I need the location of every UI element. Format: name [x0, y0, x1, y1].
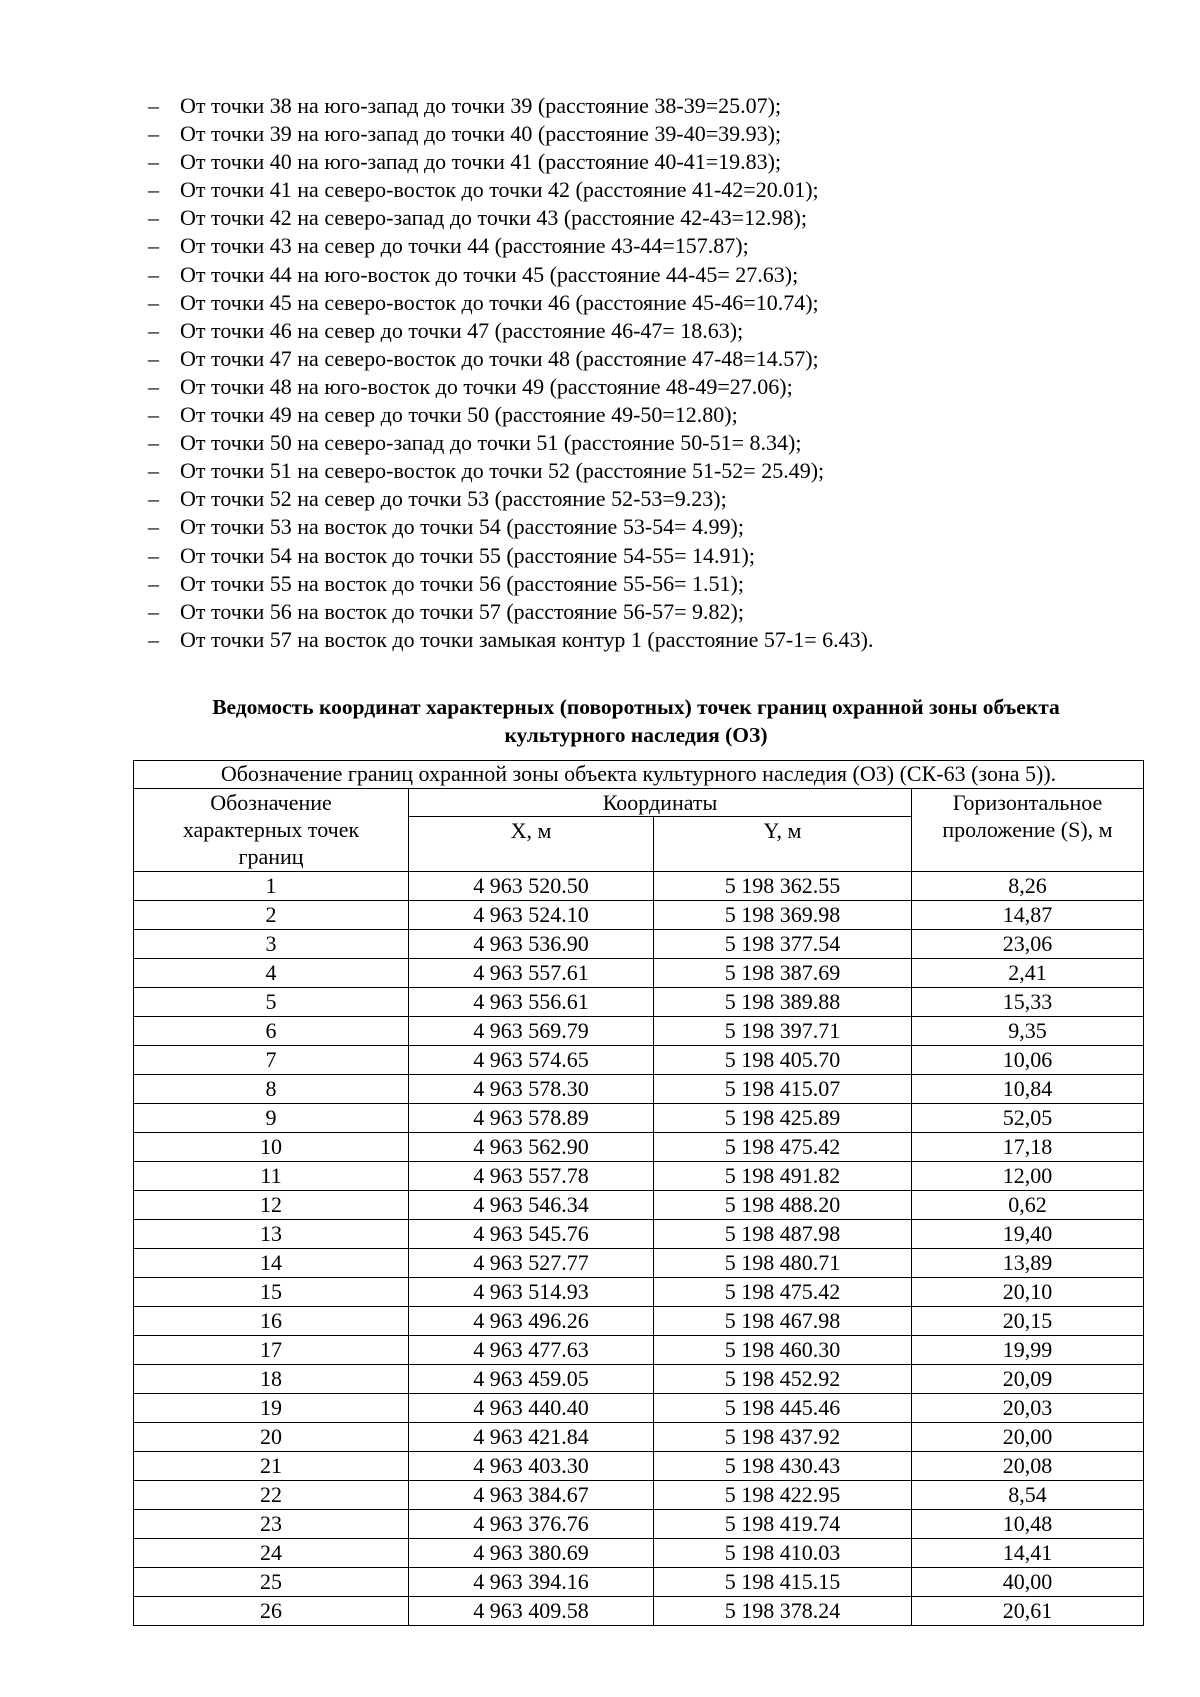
x-coordinate-cell: 4 963 557.78 [409, 1162, 654, 1191]
dash-marker: – [148, 570, 159, 596]
route-item [148, 513, 1128, 541]
dash-marker: – [148, 345, 159, 371]
dash-marker: – [148, 121, 159, 147]
dash-marker: – [148, 486, 159, 512]
point-number-cell: 13 [134, 1220, 409, 1249]
table-row [134, 1481, 1144, 1510]
y-coordinate-cell: 5 198 415.15 [654, 1568, 912, 1597]
distance-cell: 12,00 [912, 1162, 1144, 1191]
table-row [134, 872, 1144, 901]
route-item [148, 401, 1128, 429]
route-item-text: От точки 45 на северо-восток до точки 46 (расстояние 45-46=10.74); [180, 289, 819, 315]
point-number-cell: 5 [134, 988, 409, 1017]
distance-cell: 0,62 [912, 1191, 1144, 1220]
y-coordinate-cell: 5 198 389.88 [654, 988, 912, 1017]
y-coordinate-cell: 5 198 488.20 [654, 1191, 912, 1220]
x-coordinate-cell: 4 963 459.05 [409, 1365, 654, 1394]
table-title-line-1: Ведомость координат характерных (поворотных) точек границ охранной зоны объекта [212, 695, 1060, 719]
point-number-cell: 3 [134, 930, 409, 959]
route-item [148, 92, 1128, 120]
distance-cell: 10,48 [912, 1510, 1144, 1539]
x-coordinate-cell: 4 963 546.34 [409, 1191, 654, 1220]
table-row [134, 1423, 1144, 1452]
x-coordinate-cell: 4 963 574.65 [409, 1046, 654, 1075]
point-number-cell: 10 [134, 1133, 409, 1162]
x-coordinate-cell: 4 963 569.79 [409, 1017, 654, 1046]
route-item [148, 148, 1128, 176]
y-coordinate-cell: 5 198 405.70 [654, 1046, 912, 1075]
dash-marker: – [148, 430, 159, 456]
route-item-text: От точки 50 на северо-запад до точки 51 (расстояние 50-51= 8.34); [180, 430, 802, 456]
x-coordinate-cell: 4 963 477.63 [409, 1336, 654, 1365]
table-row [134, 1539, 1144, 1568]
header-points [134, 789, 409, 872]
dash-marker: – [148, 93, 159, 118]
x-coordinate-cell: 4 963 578.89 [409, 1104, 654, 1133]
point-number-cell: 21 [134, 1452, 409, 1481]
dash-marker: – [148, 205, 159, 231]
route-item [148, 373, 1128, 401]
dash-marker: – [148, 233, 159, 259]
x-coordinate-cell: 4 963 403.30 [409, 1452, 654, 1481]
x-coordinate-cell: 4 963 556.61 [409, 988, 654, 1017]
route-item-text: От точки 56 на восток до точки 57 (расстояние 56-57= 9.82); [180, 598, 744, 624]
table-header-row-1 [134, 789, 1144, 817]
route-item-text: От точки 47 на северо-восток до точки 48 (расстояние 47-48=14.57); [180, 345, 819, 371]
route-item-text: От точки 54 на восток до точки 55 (расстояние 54-55= 14.91); [180, 542, 755, 568]
table-row [134, 1162, 1144, 1191]
table-row [134, 1278, 1144, 1307]
route-item-text: От точки 53 на восток до точки 54 (расстояние 53-54= 4.99); [180, 514, 744, 540]
route-item-text: От точки 49 на север до точки 50 (расстояние 49-50=12.80); [180, 402, 738, 428]
point-number-cell: 19 [134, 1394, 409, 1423]
route-item [148, 457, 1128, 485]
distance-cell: 10,06 [912, 1046, 1144, 1075]
table-title-line-2: культурного наследия (ОЗ) [504, 723, 768, 747]
route-item-text: От точки 46 на север до точки 47 (расстояние 46-47= 18.63); [180, 317, 744, 343]
y-coordinate-cell: 5 198 415.07 [654, 1075, 912, 1104]
x-coordinate-cell: 4 963 527.77 [409, 1249, 654, 1278]
x-coordinate-cell: 4 963 520.50 [409, 872, 654, 901]
route-item-text: От точки 43 на север до точки 44 (расстояние 43-44=157.87); [180, 233, 749, 259]
x-coordinate-cell: 4 963 380.69 [409, 1539, 654, 1568]
distance-cell: 8,26 [912, 872, 1144, 901]
dash-marker: – [148, 626, 159, 652]
table-row [134, 959, 1144, 988]
distance-cell: 23,06 [912, 930, 1144, 959]
distance-cell: 8,54 [912, 1481, 1144, 1510]
distance-cell: 20,10 [912, 1278, 1144, 1307]
route-item [148, 485, 1128, 513]
y-coordinate-cell: 5 198 378.24 [654, 1597, 912, 1626]
y-coordinate-cell: 5 198 480.71 [654, 1249, 912, 1278]
x-coordinate-cell: 4 963 545.76 [409, 1220, 654, 1249]
point-number-cell: 16 [134, 1307, 409, 1336]
point-number-cell: 22 [134, 1481, 409, 1510]
route-item-text: От точки 42 на северо-запад до точки 43 (расстояние 42-43=12.98); [180, 205, 807, 231]
header-distance-line-1: Горизонтальное [952, 790, 1103, 815]
table-row [134, 1249, 1144, 1278]
route-item [148, 204, 1128, 232]
header-points-line-1: Обозначение [210, 790, 332, 815]
x-coordinate-cell: 4 963 496.26 [409, 1307, 654, 1336]
point-number-cell: 17 [134, 1336, 409, 1365]
distance-cell: 17,18 [912, 1133, 1144, 1162]
distance-cell: 20,03 [912, 1394, 1144, 1423]
table-row [134, 1133, 1144, 1162]
y-coordinate-cell: 5 198 377.54 [654, 930, 912, 959]
y-coordinate-cell: 5 198 410.03 [654, 1539, 912, 1568]
route-item [148, 626, 1128, 654]
x-coordinate-cell: 4 963 376.76 [409, 1510, 654, 1539]
dash-marker: – [148, 177, 159, 203]
table-row [134, 1510, 1144, 1539]
route-item-text: От точки 57 на восток до точки замыкая контур 1 (расстояние 57-1= 6.43). [180, 626, 874, 652]
point-number-cell: 20 [134, 1423, 409, 1452]
distance-cell: 20,08 [912, 1452, 1144, 1481]
distance-cell: 20,61 [912, 1597, 1144, 1626]
table-caption: Обозначение границ охранной зоны объекта культурного наследия (ОЗ) (СК-63 (зона 5)). [134, 761, 1144, 789]
route-item-text: От точки 41 на северо-восток до точки 42 (расстояние 41-42=20.01); [180, 177, 819, 203]
route-item [148, 289, 1128, 317]
route-item [148, 232, 1128, 260]
table-row [134, 1191, 1144, 1220]
distance-cell: 10,84 [912, 1075, 1144, 1104]
table-row [134, 1307, 1144, 1336]
point-number-cell: 12 [134, 1191, 409, 1220]
distance-cell: 15,33 [912, 988, 1144, 1017]
point-number-cell: 26 [134, 1597, 409, 1626]
table-row [134, 1104, 1144, 1133]
point-number-cell: 15 [134, 1278, 409, 1307]
dash-marker: – [148, 402, 159, 428]
boundary-route-list [148, 92, 1128, 654]
point-number-cell: 4 [134, 959, 409, 988]
y-coordinate-cell: 5 198 460.30 [654, 1336, 912, 1365]
x-coordinate-cell: 4 963 384.67 [409, 1481, 654, 1510]
y-coordinate-cell: 5 198 369.98 [654, 901, 912, 930]
dash-marker: – [148, 458, 159, 484]
table-row [134, 988, 1144, 1017]
table-row [134, 901, 1144, 930]
distance-cell: 14,87 [912, 901, 1144, 930]
point-number-cell: 25 [134, 1568, 409, 1597]
route-item-text: От точки 40 на юго-запад до точки 41 (расстояние 40-41=19.83); [180, 149, 782, 175]
route-item [148, 542, 1128, 570]
distance-cell: 19,40 [912, 1220, 1144, 1249]
dash-marker: – [148, 514, 159, 540]
route-item [148, 120, 1128, 148]
route-item-text: От точки 38 на юго-запад до точки 39 (расстояние 38-39=25.07); [180, 93, 782, 118]
y-coordinate-cell: 5 198 419.74 [654, 1510, 912, 1539]
route-item-text: От точки 55 на восток до точки 56 (расстояние 55-56= 1.51); [180, 570, 744, 596]
table-row [134, 1568, 1144, 1597]
x-coordinate-cell: 4 963 557.61 [409, 959, 654, 988]
table-row [134, 930, 1144, 959]
distance-cell: 13,89 [912, 1249, 1144, 1278]
distance-cell: 19,99 [912, 1336, 1144, 1365]
y-coordinate-cell: 5 198 437.92 [654, 1423, 912, 1452]
route-item [148, 261, 1128, 289]
header-x: X, м [409, 817, 654, 872]
table-row [134, 1220, 1144, 1249]
table-title [130, 693, 1142, 749]
header-y: Y, м [654, 817, 912, 872]
route-item [148, 345, 1128, 373]
table-row [134, 1046, 1144, 1075]
point-number-cell: 9 [134, 1104, 409, 1133]
y-coordinate-cell: 5 198 397.71 [654, 1017, 912, 1046]
point-number-cell: 7 [134, 1046, 409, 1075]
y-coordinate-cell: 5 198 467.98 [654, 1307, 912, 1336]
x-coordinate-cell: 4 963 394.16 [409, 1568, 654, 1597]
distance-cell: 20,00 [912, 1423, 1144, 1452]
point-number-cell: 23 [134, 1510, 409, 1539]
route-item-text: От точки 48 на юго-восток до точки 49 (расстояние 48-49=27.06); [180, 373, 793, 399]
x-coordinate-cell: 4 963 514.93 [409, 1278, 654, 1307]
dash-marker: – [148, 317, 159, 343]
y-coordinate-cell: 5 198 475.42 [654, 1278, 912, 1307]
header-distance-line-2: проложение (S), м [942, 817, 1113, 842]
point-number-cell: 11 [134, 1162, 409, 1191]
dash-marker: – [148, 261, 159, 287]
distance-cell: 9,35 [912, 1017, 1144, 1046]
x-coordinate-cell: 4 963 421.84 [409, 1423, 654, 1452]
distance-cell: 14,41 [912, 1539, 1144, 1568]
header-points-line-3: границ [238, 844, 304, 869]
y-coordinate-cell: 5 198 362.55 [654, 872, 912, 901]
x-coordinate-cell: 4 963 409.58 [409, 1597, 654, 1626]
y-coordinate-cell: 5 198 445.46 [654, 1394, 912, 1423]
header-points-line-2: характерных точек [182, 817, 360, 842]
x-coordinate-cell: 4 963 440.40 [409, 1394, 654, 1423]
dash-marker: – [148, 598, 159, 624]
dash-marker: – [148, 149, 159, 175]
route-item [148, 598, 1128, 626]
table-row [134, 1452, 1144, 1481]
table-row [134, 1075, 1144, 1104]
distance-cell: 2,41 [912, 959, 1144, 988]
point-number-cell: 8 [134, 1075, 409, 1104]
table-row [134, 1017, 1144, 1046]
x-coordinate-cell: 4 963 562.90 [409, 1133, 654, 1162]
route-item [148, 429, 1128, 457]
route-item-text: От точки 39 на юго-запад до точки 40 (расстояние 39-40=39.93); [180, 121, 782, 147]
distance-cell: 20,09 [912, 1365, 1144, 1394]
route-item [148, 317, 1128, 345]
x-coordinate-cell: 4 963 578.30 [409, 1075, 654, 1104]
x-coordinate-cell: 4 963 524.10 [409, 901, 654, 930]
table-row [134, 1365, 1144, 1394]
route-item [148, 570, 1128, 598]
point-number-cell: 24 [134, 1539, 409, 1568]
y-coordinate-cell: 5 198 452.92 [654, 1365, 912, 1394]
route-item-text: От точки 51 на северо-восток до точки 52 (расстояние 51-52= 25.49); [180, 458, 825, 484]
y-coordinate-cell: 5 198 387.69 [654, 959, 912, 988]
dash-marker: – [148, 373, 159, 399]
point-number-cell: 6 [134, 1017, 409, 1046]
dash-marker: – [148, 542, 159, 568]
route-item-text: От точки 52 на север до точки 53 (расстояние 52-53=9.23); [180, 486, 727, 512]
y-coordinate-cell: 5 198 491.82 [654, 1162, 912, 1191]
header-coordinates: Координаты [409, 789, 912, 817]
table-row [134, 1336, 1144, 1365]
distance-cell: 20,15 [912, 1307, 1144, 1336]
point-number-cell: 2 [134, 901, 409, 930]
route-item-text: От точки 44 на юго-восток до точки 45 (расстояние 44-45= 27.63); [180, 261, 799, 287]
table-row [134, 1597, 1144, 1626]
dash-marker: – [148, 289, 159, 315]
x-coordinate-cell: 4 963 536.90 [409, 930, 654, 959]
distance-cell: 40,00 [912, 1568, 1144, 1597]
table-caption-row [134, 761, 1144, 789]
y-coordinate-cell: 5 198 425.89 [654, 1104, 912, 1133]
header-horizontal-distance [912, 789, 1144, 872]
route-item [148, 176, 1128, 204]
table-row [134, 1394, 1144, 1423]
y-coordinate-cell: 5 198 487.98 [654, 1220, 912, 1249]
point-number-cell: 1 [134, 872, 409, 901]
point-number-cell: 18 [134, 1365, 409, 1394]
y-coordinate-cell: 5 198 430.43 [654, 1452, 912, 1481]
point-number-cell: 14 [134, 1249, 409, 1278]
coordinates-table [133, 760, 1144, 1626]
distance-cell: 52,05 [912, 1104, 1144, 1133]
y-coordinate-cell: 5 198 422.95 [654, 1481, 912, 1510]
y-coordinate-cell: 5 198 475.42 [654, 1133, 912, 1162]
